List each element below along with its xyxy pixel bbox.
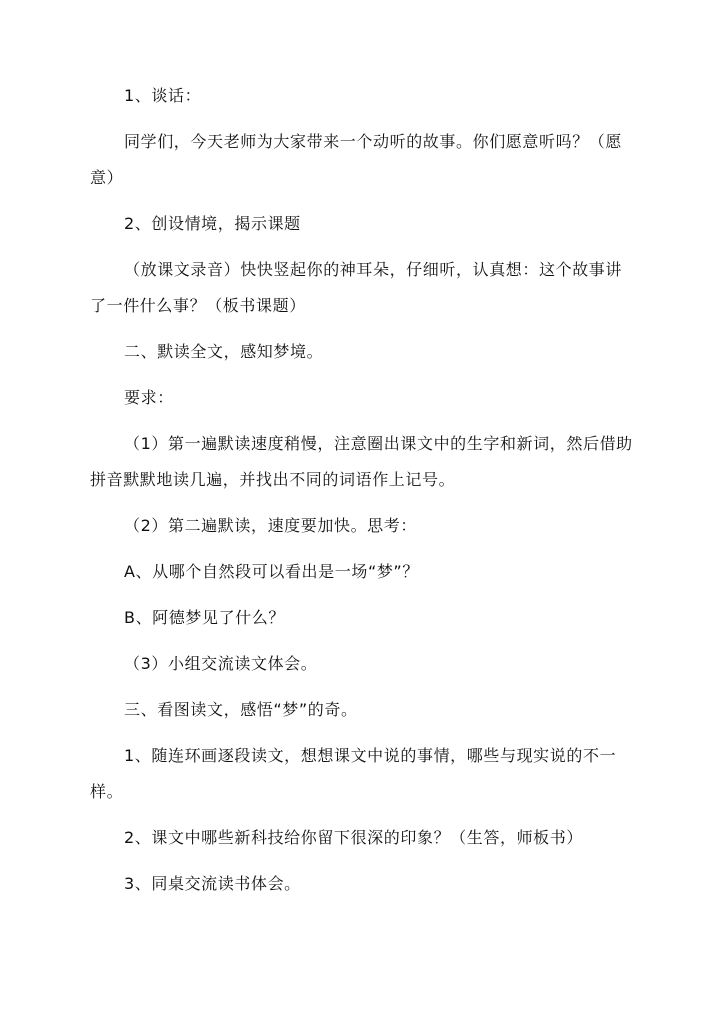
paragraph-13: 1、随连环画逐段读文，想想课文中说的事情，哪些与现实说的不一样。 [90,746,617,801]
paragraph-4: （放课文录音）快快竖起你的神耳朵，仔细听，认真想：这个故事讲了一件什么事？（板书课题） [90,260,623,315]
paragraph-9: A、从哪个自然段可以看出是一场“梦”？ [124,562,419,581]
paragraph-8: （2）第二遍默读，速度要加快。思考： [124,516,417,535]
paragraph-1: 1、谈话： [124,86,202,105]
paragraph-14: 2、课文中哪些新科技给你留下很深的印象？（生答，师板书） [124,828,583,847]
paragraph-10: B、阿德梦见了什么？ [124,608,285,627]
paragraph-15: 3、同桌交流读书体会。 [124,874,301,893]
paragraph-7: （1）第一遍默读速度稍慢，注意圈出课文中的生字和新词，然后借助拼音默默地读几遍，并找出不同的词语作上记号。 [90,434,633,489]
paragraph-11: （3）小组交流读文体会。 [124,654,318,673]
paragraph-6: 要求： [124,388,174,407]
paragraph-12: 三、看图读文，感悟“梦”的奇。 [124,700,358,719]
paragraph-3: 2、创设情境，揭示课题 [124,214,301,233]
document-body [90,78,635,912]
paragraph-2: 同学们，今天老师为大家带来一个动听的故事。你们愿意听吗？（愿意） [90,132,623,187]
paragraph-5: 二、默读全文，感知梦境。 [124,342,324,361]
